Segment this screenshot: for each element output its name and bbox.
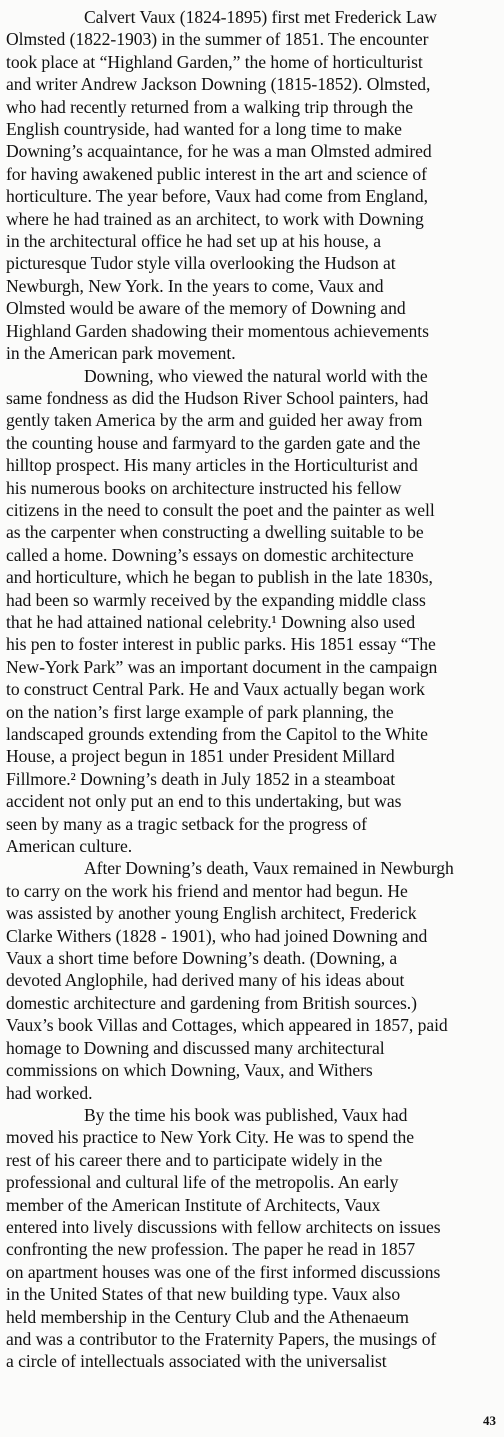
text-line: Highland Garden shadowing their momentous achievements — [6, 320, 429, 341]
text-line: in the United States of that new building type. Vaux also — [6, 1284, 401, 1305]
page-number: 43 — [483, 1413, 496, 1428]
text-line: Vaux a short time before Downing’s death. (Downing, a — [6, 948, 398, 969]
text-line: the counting house and farmyard to the garden gate and the — [6, 432, 421, 453]
text-line: New-York Park” was an important document in the campaign — [6, 656, 438, 677]
text-line: held membership in the Century Club and the Athenaeum — [6, 1306, 409, 1327]
text-line: on the nation’s first large example of park planning, the — [6, 701, 394, 722]
text-line: devoted Anglophile, had derived many of his ideas about — [6, 970, 405, 991]
text-line: that he had attained national celebrity.¹ Downing also used — [6, 611, 416, 632]
text-line: Olmsted would be aware of the memory of Downing and — [6, 298, 406, 319]
text-line: Olmsted (1822-1903) in the summer of 1851. The encounter — [6, 29, 429, 50]
text-line: and horticulture, which he began to publish in the late 1830s, — [6, 567, 433, 588]
text-line: and writer Andrew Jackson Downing (1815-1852). Olmsted, — [6, 74, 431, 95]
text-line: was assisted by another young English architect, Frederick — [6, 903, 417, 924]
text-line: Newburgh, New York. In the years to come, Vaux and — [6, 275, 384, 296]
text-line: horticulture. The year before, Vaux had come from England, — [6, 186, 428, 207]
text-line: seen by many as a tragic setback for the progress of — [6, 813, 367, 834]
text-line: his pen to foster interest in public parks. His 1851 essay “The — [6, 634, 436, 655]
text-line: same fondness as did the Hudson River School painters, had — [6, 387, 429, 408]
text-line: citizens in the need to consult the poet and the painter as well — [6, 499, 435, 520]
text-line: had worked. — [6, 1082, 93, 1103]
text-line: to carry on the work his friend and mentor had begun. He — [6, 880, 408, 901]
text-line: rest of his career there and to participate widely in the — [6, 1149, 383, 1170]
text-line: gently taken America by the arm and guided her away from — [6, 410, 423, 431]
text-line: picturesque Tudor style villa overlooking the Hudson at — [6, 253, 396, 274]
text-line: homage to Downing and discussed many architectural — [6, 1037, 385, 1058]
text-line: in the architectural office he had set up at his house, a — [6, 231, 381, 252]
text-line: After Downing’s death, Vaux remained in Newburgh — [84, 858, 454, 879]
text-line: and was a contributor to the Fraternity Papers, the musings of — [6, 1328, 437, 1349]
text-line: as the carpenter when constructing a dwelling suitable to be — [6, 522, 424, 543]
text-line: to construct Central Park. He and Vaux actually began work — [6, 679, 425, 700]
paragraph-2 — [6, 365, 496, 858]
text-line: entered into lively discussions with fellow architects on issues — [6, 1216, 441, 1237]
text-line: a circle of intellectuals associated with the universalist — [6, 1351, 387, 1372]
text-line: his numerous books on architecture instructed his fellow — [6, 477, 402, 498]
text-line: Calvert Vaux (1824-1895) first met Frederick Law — [84, 7, 437, 27]
text-line: member of the American Institute of Architects, Vaux — [6, 1194, 381, 1215]
paragraph-4 — [6, 1104, 496, 1373]
text-line: landscaped grounds extending from the Capitol to the White — [6, 724, 428, 744]
text-line: Downing’s acquaintance, for he was a man Olmsted admired — [6, 141, 432, 162]
text-line: English countryside, had wanted for a long time to make — [6, 119, 402, 140]
text-line: Downing, who viewed the natural world with the — [84, 365, 428, 386]
text-line: By the time his book was published, Vaux had — [84, 1104, 408, 1125]
text-line: American culture. — [6, 836, 133, 857]
text-line: professional and cultural life of the metropolis. An early — [6, 1172, 399, 1193]
text-line: moved his practice to New York City. He was to spend the — [6, 1127, 414, 1148]
text-line: Fillmore.² Downing’s death in July 1852 in a steamboat — [6, 768, 396, 789]
text-line: Clarke Withers (1828 - 1901), who had joined Downing and — [6, 925, 428, 946]
text-line: who had recently returned from a walking trip through the — [6, 96, 414, 117]
text-line: House, a project begun in 1851 under President Millard — [6, 746, 395, 767]
text-line: Vaux’s book Villas and Cottages, which appeared in 1857, paid — [6, 1015, 448, 1036]
text-line: accident not only put an end to this undertaking, but was — [6, 791, 402, 812]
paragraph-3 — [6, 857, 496, 1103]
text-line: commissions on which Downing, Vaux, and Withers — [6, 1060, 373, 1081]
text-line: took place at “Highland Garden,” the home of horticulturist — [6, 51, 423, 72]
text-line: called a home. Downing’s essays on domestic architecture — [6, 544, 414, 565]
text-line: confronting the new profession. The paper he read in 1857 — [6, 1239, 416, 1260]
text-line: domestic architecture and gardening from British sources.) — [6, 992, 417, 1013]
text-line: where he had trained as an architect, to work with Downing — [6, 208, 424, 229]
text-line: hilltop prospect. His many articles in the Horticulturist and — [6, 455, 418, 476]
text-line: on apartment houses was one of the first informed discussions — [6, 1261, 441, 1282]
text-line: had been so warmly received by the expanding middle class — [6, 589, 426, 610]
text-line: in the American park movement. — [6, 343, 236, 364]
text-line: for having awakened public interest in the art and science of — [6, 163, 427, 184]
paragraph-1 — [6, 6, 496, 365]
body-text — [6, 6, 496, 1373]
